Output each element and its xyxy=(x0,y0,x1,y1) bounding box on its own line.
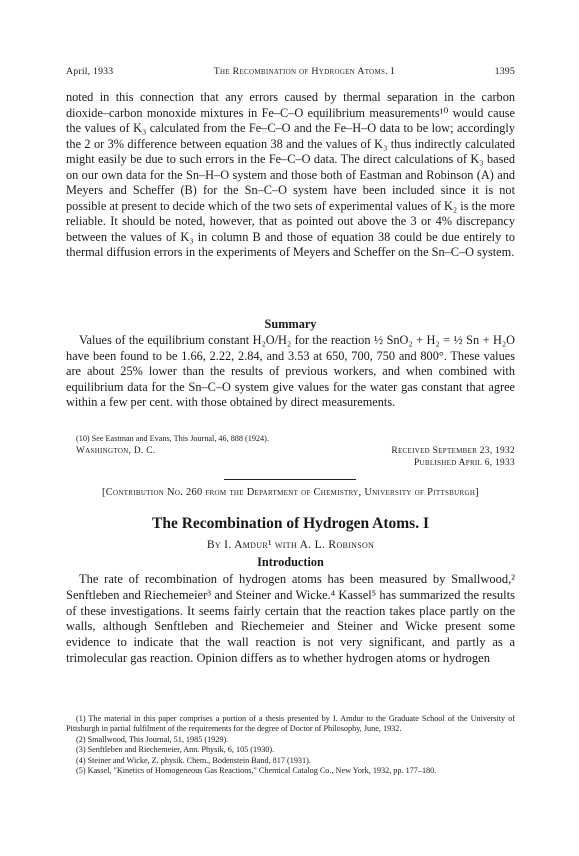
contribution-line: [Contribution No. 260 from the Department of Chemistry, University of Pittsburgh] xyxy=(102,487,479,498)
introduction-heading: Introduction xyxy=(257,555,324,569)
location: Washington, D. C. xyxy=(76,446,156,456)
introduction-paragraph: The rate of recombination of hydrogen atoms has been measured by Smallwood,² Senftleben and Riechemeier³ and Steiner and Wicke.⁴ Kassel⁵ has summarized the results of these investigations. It seems fairly certain that the reaction takes place partly on the walls, although Senftleben and Riechemeier and Steiner and Wicke present some evidence to indicate that the wall reaction is not very significant, and partly as a trimolecular gas reaction. Opinion differs as to whether hydrogen atoms or hydrogen xyxy=(66,572,515,665)
continuation-block xyxy=(66,90,515,261)
header-page-number: 1395 xyxy=(494,66,515,77)
footnote-10 xyxy=(66,434,515,444)
running-header xyxy=(66,66,515,77)
address-row xyxy=(66,446,515,457)
footnote-2: (2) Smallwood, This Journal, 51, 1985 (1929). xyxy=(76,734,229,744)
summary-block xyxy=(66,333,515,411)
header-date: April, 1933 xyxy=(66,66,114,77)
received-date: Received September 23, 1932 xyxy=(391,446,515,456)
footnote-1: (1) The material in this paper comprises a portion of a thesis presented by I. Amdur to the Graduate School of the University of Pittsburgh in partial fulfilment of the requirements for the degree of Doctor of Philosophy, June, 1932. xyxy=(66,714,515,734)
published-row xyxy=(66,458,515,469)
introduction-block xyxy=(66,572,515,667)
section-divider xyxy=(224,479,356,480)
footnote-3: (3) Senftleben and Riechemeier, Ann. Physik, 6, 105 (1930). xyxy=(76,745,275,755)
summary-paragraph: Values of the equilibrium constant H₂O/H₂ for the reaction ½ SnO₂ + H₂ = ½ Sn + H₂O have been found to be 1.66, 2.22, 2.84, and 3.53 at 650, 700, 750 and 800°. These values are about 25% lower than the results of previous workers, and when combined with equilibrium data for the Sn–C–O system give values for the water gas constant that agree within a few per cent. with those obtained by direct measurements. xyxy=(66,333,515,410)
published-date: Published April 6, 1933 xyxy=(414,458,515,468)
summary-heading: Summary xyxy=(264,317,317,331)
header-title: The Recombination of Hydrogen Atoms. I xyxy=(213,66,395,77)
footnote-5: (5) Kassel, "Kinetics of Homogeneous Gas Reactions," Chemical Catalog Co., New York, 1932, pp. 177–180. xyxy=(76,766,437,776)
continuation-paragraph: noted in this connection that any errors caused by thermal separation in the carbon dioxide–carbon monoxide mixtures in Fe–C–O equilibrium measurements¹⁰ would cause the values of K₃ calculated from the Fe–C–O and the Fe–H–O data to be low; accordingly the 2 or 3% difference between equation 38 and the values of K₃ thus indirectly calculated might easily be due to such errors in the Fe–C–O data. The direct calculations of K₃ based on our own data for the Sn–H–O system and those both of Eastman and Robinson (A) and Meyers and Scheffer (B) for the Sn–C–O system have been included since it is not possible at present to decide which of the two sets of experimental values of K₂ is the more reliable. It should be noted, however, that as pointed out above the 3 or 4% discrepancy between the values of K₃ in column B and those of equation 38 could be due entirely to thermal diffusion errors in the experiments of Meyers and Scheffer on the Sn–C–O system. xyxy=(66,90,515,260)
byline: By I. Amdur¹ with A. L. Robinson xyxy=(206,538,375,551)
footnote-text: (10) See Eastman and Evans, This Journal, 46, 888 (1924). xyxy=(76,434,269,443)
article-title: The Recombination of Hydrogen Atoms. I xyxy=(151,515,429,532)
footnotes-block xyxy=(66,714,515,776)
footnote-4: (4) Steiner and Wicke, Z. physik. Chem., Bodenstein Band, 817 (1931). xyxy=(76,755,311,765)
